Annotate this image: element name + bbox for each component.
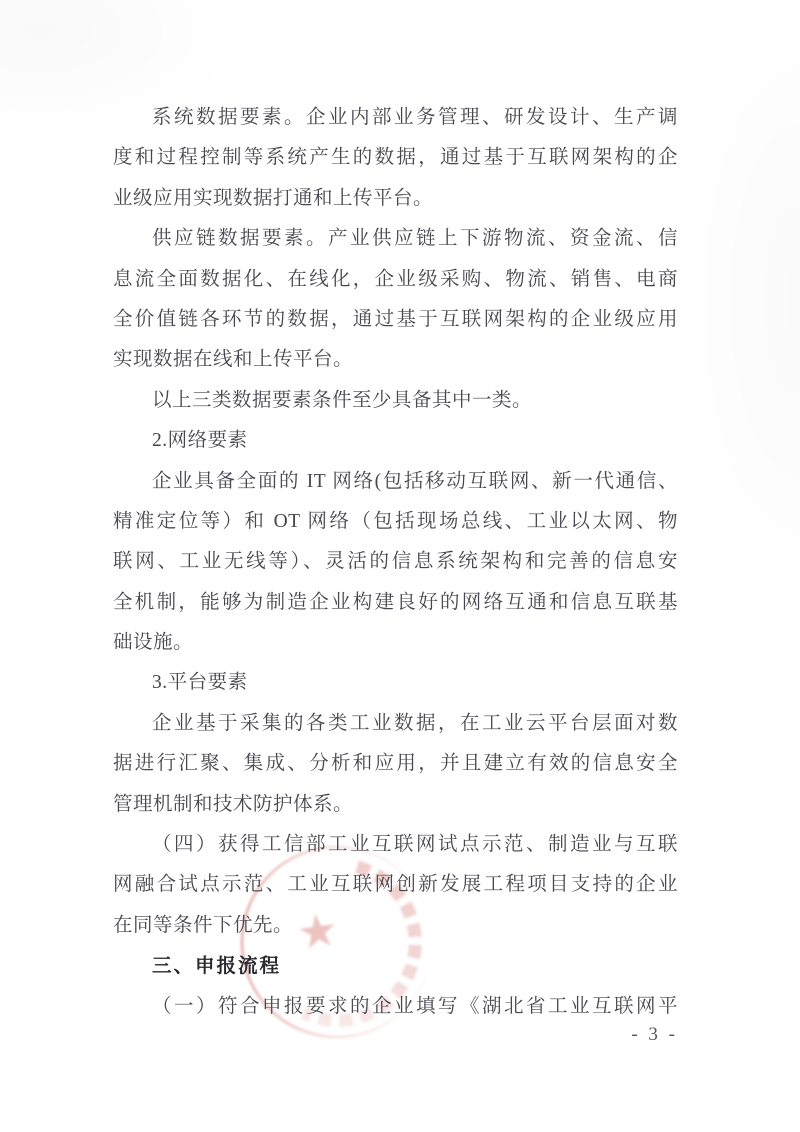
body-line: 供应链数据要素。产业供应链上下游物流、资金流、信 (152, 228, 678, 250)
body-line: 企业基于采集的各类工业数据，在工业云平台层面对数 (152, 712, 678, 734)
body-line: （四）获得工信部工业互联网试点示范、制造业与互联 (152, 834, 678, 856)
body-line: 实现数据在线和上传平台。 (113, 349, 354, 371)
body-line: （一）符合申报要求的企业填写《湖北省工业互联网平 (152, 995, 678, 1017)
body-line: 全机制，能够为制造企业构建良好的网络互通和信息互联基 (113, 591, 678, 613)
body-line: 在同等条件下优先。 (113, 914, 294, 936)
body-line: 精准定位等）和 OT 网络（包括现场总线、工业以太网、物 (113, 510, 678, 532)
body-line: 据进行汇聚、集成、分析和应用，并且建立有效的信息安全 (113, 753, 678, 775)
seal-star-icon: ★ (293, 901, 342, 961)
body-line: 度和过程控制等系统产生的数据，通过基于互联网架构的企 (113, 147, 678, 169)
body-line: 业级应用实现数据打通和上传平台。 (113, 187, 434, 209)
body-line: 全价值链各环节的数据，通过基于互联网架构的企业级应用 (113, 308, 678, 330)
body-line: 息流全面数据化、在线化，企业级采购、物流、销售、电商 (113, 268, 678, 290)
list-item-3-platform-elements: 3.平台要素 (152, 672, 248, 694)
body-line: 联网、工业无线等）、灵活的信息系统架构和完善的信息安 (113, 551, 678, 573)
section-heading-application-process: 三、申报流程 (152, 955, 282, 978)
body-line: 础设施。 (113, 632, 194, 654)
document-body (113, 98, 678, 1027)
list-item-2-network-elements: 2.网络要素 (152, 430, 248, 452)
body-line: 系统数据要素。企业内部业务管理、研发设计、生产调 (152, 107, 678, 128)
body-line: 以上三类数据要素条件至少具备其中一类。 (152, 389, 533, 411)
body-line: 管理机制和技术防护体系。 (113, 793, 354, 815)
page-number: - 3 - (631, 1024, 678, 1045)
body-line: 企业具备全面的 IT 网络(包括移动互联网、新一代通信、 (152, 470, 678, 492)
body-line: 网融合试点示范、工业互联网创新发展工程项目支持的企业 (113, 874, 678, 896)
